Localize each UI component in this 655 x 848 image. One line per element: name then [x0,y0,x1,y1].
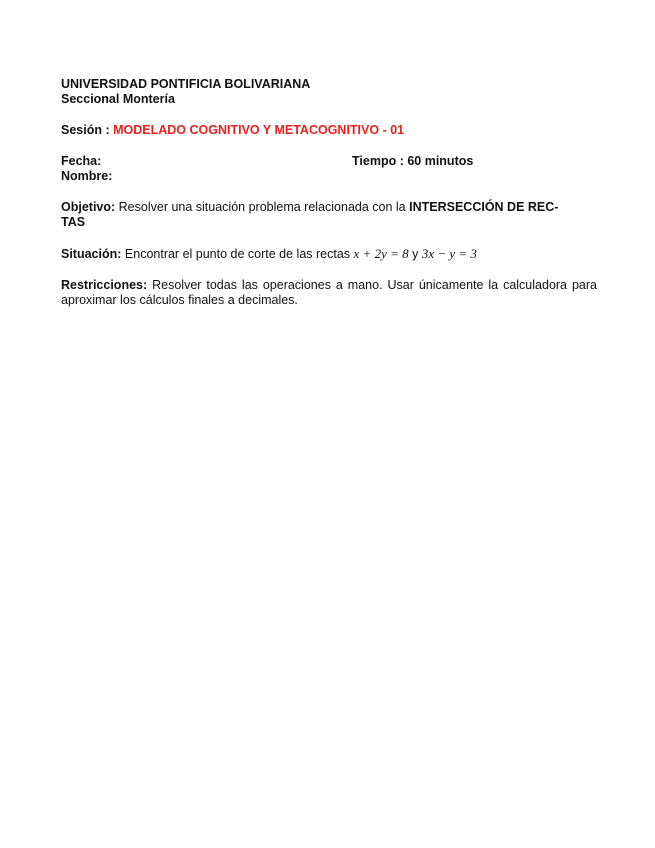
situacion-paragraph [61,246,597,262]
situacion-joiner: y [412,247,419,261]
objetivo-emphasis-line2: TAS [61,215,86,229]
restricciones-paragraph [61,278,597,308]
objetivo-emphasis-line1: INTERSECCIÓN DE REC- [409,200,559,214]
equation-1: x + 2y = 8 [353,246,409,261]
equation-2: 3x − y = 3 [421,246,477,261]
session-title: MODELADO COGNITIVO Y METACOGNITIVO - 01 [113,123,405,137]
session-label: Sesión : [61,123,110,137]
document-content [61,77,597,308]
objetivo-label: Objetivo: [61,200,116,214]
university-name: UNIVERSIDAD PONTIFICIA BOLIVARIANA [61,77,311,91]
fecha-tiempo-row [61,154,597,169]
objetivo-paragraph [61,200,597,230]
objetivo-text: Resolver una situación problema relacionada con la [118,200,406,214]
fecha-label: Fecha: [61,154,102,168]
restricciones-label: Restricciones: [61,278,148,292]
session-line [61,123,597,138]
campus-name: Seccional Montería [61,92,175,106]
situacion-label: Situación: [61,247,122,261]
tiempo-label: Tiempo : 60 minutos [352,154,474,168]
nombre-label: Nombre: [61,169,113,183]
restricciones-text: Resolver todas las operaciones a mano. Usar únicamente la calculadora para aproximar los cálculos finales a decimales. [61,278,597,307]
situacion-text: Encontrar el punto de corte de las rectas [124,247,351,261]
